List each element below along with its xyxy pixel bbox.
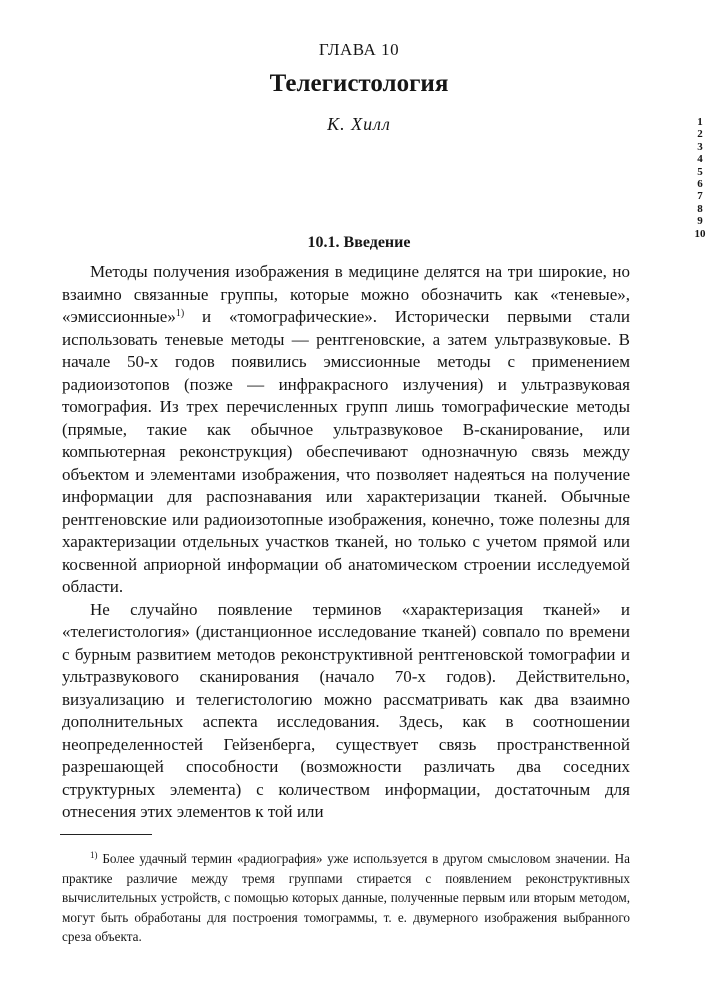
footnote-text: Более удачный термин «радиография» уже используется в другом смысловом значении. На практике различие между тремя группами стирается с появлением реконструктивных вычислительных устройств, с помощью которых данные, полученные первым или вторым методом, могут быть обработаны для построения томограммы, т. е. двумерного изображения выбранного среза объекта.: [62, 851, 630, 945]
chapter-author: К. Хилл: [327, 114, 391, 134]
paragraph-2: Не случайно появление терминов «характеризация тканей» и «телегистология» (дистанционное исследование тканей) совпало по времени с бурным развитием методов реконструктивной рентгеновской томографии и ультразвукового сканирования (начало 70-х годов). Действительно, визуализацию и телегистологию можно рассматривать как два взаимно дополнительных аспекта исследования. Здесь, как в соотношении неопределенностей Гейзенберга, существует связь пространственной разрешающей способности (возможности различать два соседних структурных элемента) с количеством информации, достаточным для отнесения этих элементов к той или: [62, 599, 630, 821]
paragraph-1: [62, 261, 630, 599]
chapter-label: ГЛАВА 10: [318, 40, 400, 59]
margin-number: 3: [697, 140, 703, 153]
paragraph-1-text: Методы получения изображения в медицине делятся на три широкие, но взаимно связанные группы, которые можно обозначить как «теневые», «эмиссионные»: [62, 262, 630, 326]
footnote-mark: 1): [90, 850, 98, 860]
footnote-divider: [60, 834, 152, 835]
margin-number-column: [688, 116, 712, 240]
margin-number: 1: [697, 116, 703, 128]
margin-number: 9: [697, 215, 703, 228]
paragraph-1-text-continued: и «томографические». Исторически первыми стали использовать теневые методы — рентгеновские, а затем ультразвуковые. В начале 50-х годов появились эмиссионные методы с применением радиоизотопов (позже — инфракрасного излучения) и ультразвуковая томография. Из трех перечисленных групп лишь томографические методы (прямые, такие как обычное ультразвуковое В-сканирование, или компьютерная реконструкция) обеспечивают однозначную связь между объектом и элементами изображения, что позволяет надеяться на получение информации для распознавания или характеризации тканей. Обычные рентгеновские или радиоизотопные изображения, конечно, тоже полезны для характеризации отдельных участков тканей, но только с учетом прямой или косвенной априорной информации об анатомическом строении исследуемой области.: [62, 307, 630, 596]
margin-number: 4: [697, 153, 703, 166]
margin-number: 7: [697, 190, 703, 203]
margin-number: 5: [697, 165, 703, 178]
margin-number: 2: [697, 128, 703, 141]
chapter-title: Телегистология: [269, 70, 449, 97]
footnote: [62, 849, 630, 947]
section-heading: 10.1. Введение: [307, 234, 411, 251]
footnote-reference: 1): [175, 308, 185, 319]
margin-number: 8: [697, 202, 703, 215]
margin-number: 6: [697, 178, 703, 191]
margin-number: 10: [694, 227, 706, 240]
footnote-paragraph: [62, 849, 630, 947]
body-text: [62, 261, 630, 824]
